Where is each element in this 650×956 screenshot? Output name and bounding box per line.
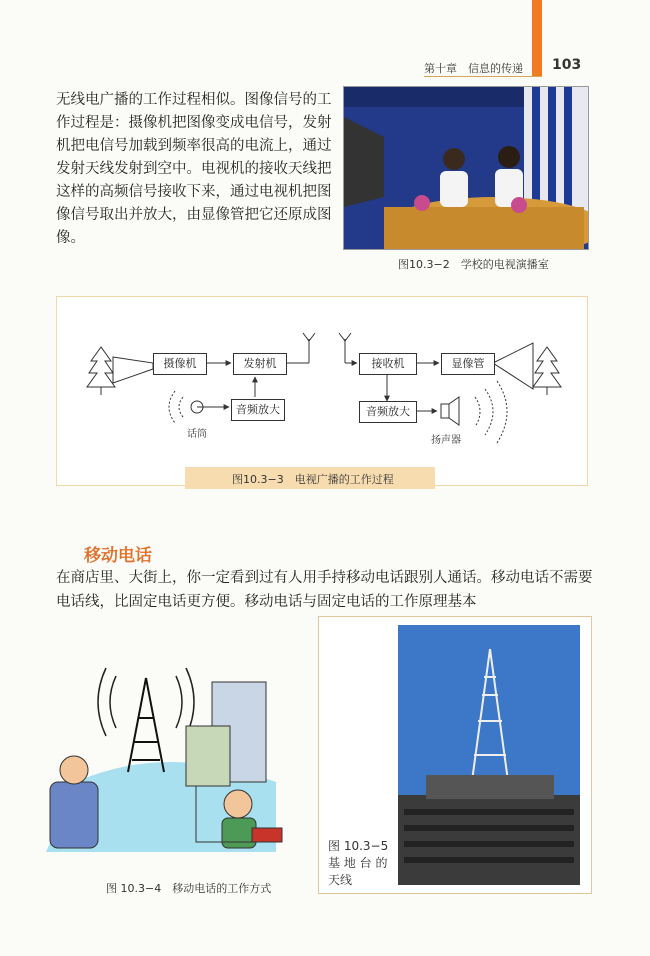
figure-10-3-2-caption: 图10.3−2 学校的电视演播室 (398, 258, 549, 271)
intro-paragraph: 无线电广播的工作过程相似。图像信号的工作过程是：摄像机把图像变成电信号，发射机把电信号加载到频率很高的电流上，通过发射天线发射到空中。电视机的接收天线把这样的高频信号接收下来，通过电视机把图像信号取出并放大，由显像管把它还原成图像。 (56, 92, 332, 246)
figure-10-3-3-caption: 图10.3−3 电视广播的工作过程 (232, 473, 394, 486)
receiver-block: 接收机 (359, 353, 417, 375)
header-rule (424, 76, 542, 77)
section-paragraph: 在商店里、大街上，你一定看到过有人用手持移动电话跟别人通话。移动电话不需要电话线，比固定电话更方便。移动电话与固定电话的工作原理基本 (56, 570, 593, 610)
chapter-tab (532, 0, 542, 76)
caption-line: 图 10.3−5 (328, 839, 389, 853)
transmitter-block: 发射机 (233, 353, 287, 375)
audio-amp-rx-block: 音频放大 (359, 401, 417, 423)
tv-broadcast-diagram (56, 296, 588, 486)
speaker-label: 扬声器 (431, 435, 461, 446)
page-number: 103 (552, 57, 582, 73)
mobile-phone-illustration (46, 662, 292, 852)
studio-photo (343, 86, 589, 250)
section-title: 移动电话 (84, 546, 152, 566)
tower-photo (398, 625, 580, 885)
audio-amp-tx-block: 音频放大 (231, 399, 285, 421)
camera-block: 摄像机 (153, 353, 207, 375)
microphone-label: 话筒 (187, 429, 207, 440)
running-header: 第十章 信息的传递 (424, 62, 523, 75)
caption-line: 天线 (328, 873, 353, 887)
picture-tube-block: 显像管 (441, 353, 495, 375)
caption-line: 基 地 台 的 (328, 856, 388, 870)
figure-10-3-5-caption (328, 838, 388, 889)
figure-10-3-4-caption: 图 10.3−4 移动电话的工作方式 (106, 882, 272, 895)
